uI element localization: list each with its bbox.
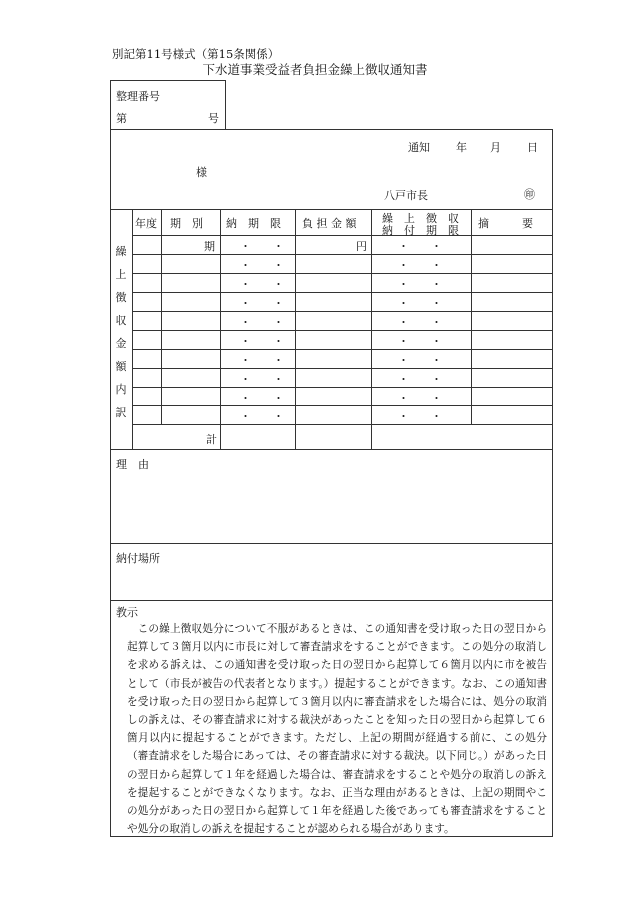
early-due-dots: ・ ・ bbox=[398, 278, 442, 291]
year-label: 年 bbox=[456, 141, 467, 154]
notice-date-label: 通知 bbox=[408, 141, 430, 154]
due-date-dots: ・ ・ bbox=[240, 373, 284, 386]
early-due-dots: ・ ・ bbox=[398, 373, 442, 386]
due-date-dots: ・ ・ bbox=[240, 410, 284, 423]
column-header-due-date: 納 期 限 bbox=[226, 217, 281, 230]
reason-label: 理 由 bbox=[116, 458, 149, 471]
day-label: 日 bbox=[527, 141, 538, 154]
due-date-dots: ・ ・ bbox=[240, 392, 284, 405]
seal-mark: ㊞ bbox=[524, 188, 535, 201]
form-number-label: 別記第11号様式（第15条関係） bbox=[112, 47, 280, 61]
due-date-dots: ・ ・ bbox=[240, 297, 284, 310]
due-date-dots: ・ ・ bbox=[240, 316, 284, 329]
early-due-dots: ・ ・ bbox=[398, 392, 442, 405]
notice-label: 教示 bbox=[116, 606, 138, 619]
breakdown-side-label: 繰 上 徴 収 金 額 内 訳 bbox=[115, 245, 127, 419]
column-header-period: 期 別 bbox=[170, 217, 203, 230]
period-unit: 期 bbox=[204, 240, 215, 253]
due-date-dots: ・ ・ bbox=[240, 278, 284, 291]
early-due-dots: ・ ・ bbox=[398, 335, 442, 348]
due-date-dots: ・ ・ bbox=[240, 354, 284, 367]
reference-number-label: 整理番号 bbox=[116, 90, 160, 103]
document-title: 下水道事業受益者負担金繰上徴収通知書 bbox=[202, 62, 428, 77]
issuer-label: 八戸市長 bbox=[384, 189, 428, 202]
column-header-early-due-bottom: 納 付 期 限 bbox=[382, 224, 459, 237]
total-label: 計 bbox=[206, 433, 217, 446]
column-header-remarks: 摘 要 bbox=[478, 217, 533, 230]
early-due-dots: ・ ・ bbox=[398, 410, 442, 423]
column-header-year: 年度 bbox=[135, 217, 157, 230]
column-header-amount: 負 担 金 額 bbox=[302, 217, 357, 230]
early-due-dots: ・ ・ bbox=[398, 297, 442, 310]
column-header-early-due-top: 繰 上 徴 収 bbox=[382, 212, 459, 225]
due-date-dots: ・ ・ bbox=[240, 335, 284, 348]
month-label: 月 bbox=[490, 141, 501, 154]
amount-unit: 円 bbox=[356, 240, 367, 253]
early-due-dots: ・ ・ bbox=[398, 240, 442, 253]
payment-place-label: 納付場所 bbox=[116, 552, 160, 565]
due-date-dots: ・ ・ bbox=[240, 240, 284, 253]
due-date-dots: ・ ・ bbox=[240, 259, 284, 272]
recipient-suffix: 様 bbox=[196, 166, 207, 179]
early-due-dots: ・ ・ bbox=[398, 316, 442, 329]
early-due-dots: ・ ・ bbox=[398, 259, 442, 272]
notice-body: この繰上徴収処分について不服があるときは、この通知書を受け取った日の翌日から起算して３箇月以内に市長に対して審査請求をすることができます。この処分の取消しを求める訴えは、この通知書を受け取った日の翌日から起算して６箇月以内に市を被告として（市長が被告の代表者となります。）提起することができます。なお、この通知書を受け取った日の翌日から起算して３箇月以内に審査請求をした場合には、処分の取消しの訴えは、その審査請求に対する裁決があったことを知った日の翌日から起算して６箇月以内に提起することができます。ただし、上記の期間が経過する前に、この処分（審査請求をした場合にあっては、その審査請求に対する裁決。以下同じ。）があった日の翌日から起算して１年を経過した場合は、審査請求をすることや処分の取消しの訴えを提起することができなくなります。なお、正当な理由があるときは、上記の期間やこの処分があった日の翌日から起算して１年を経過した後であっても審査請求をすることや処分の取消しの訴えを提起することが認められる場合があります。 bbox=[127, 623, 547, 836]
reference-number-suffix: 号 bbox=[208, 112, 219, 125]
early-due-dots: ・ ・ bbox=[398, 354, 442, 367]
reference-number-prefix: 第 bbox=[116, 112, 127, 125]
